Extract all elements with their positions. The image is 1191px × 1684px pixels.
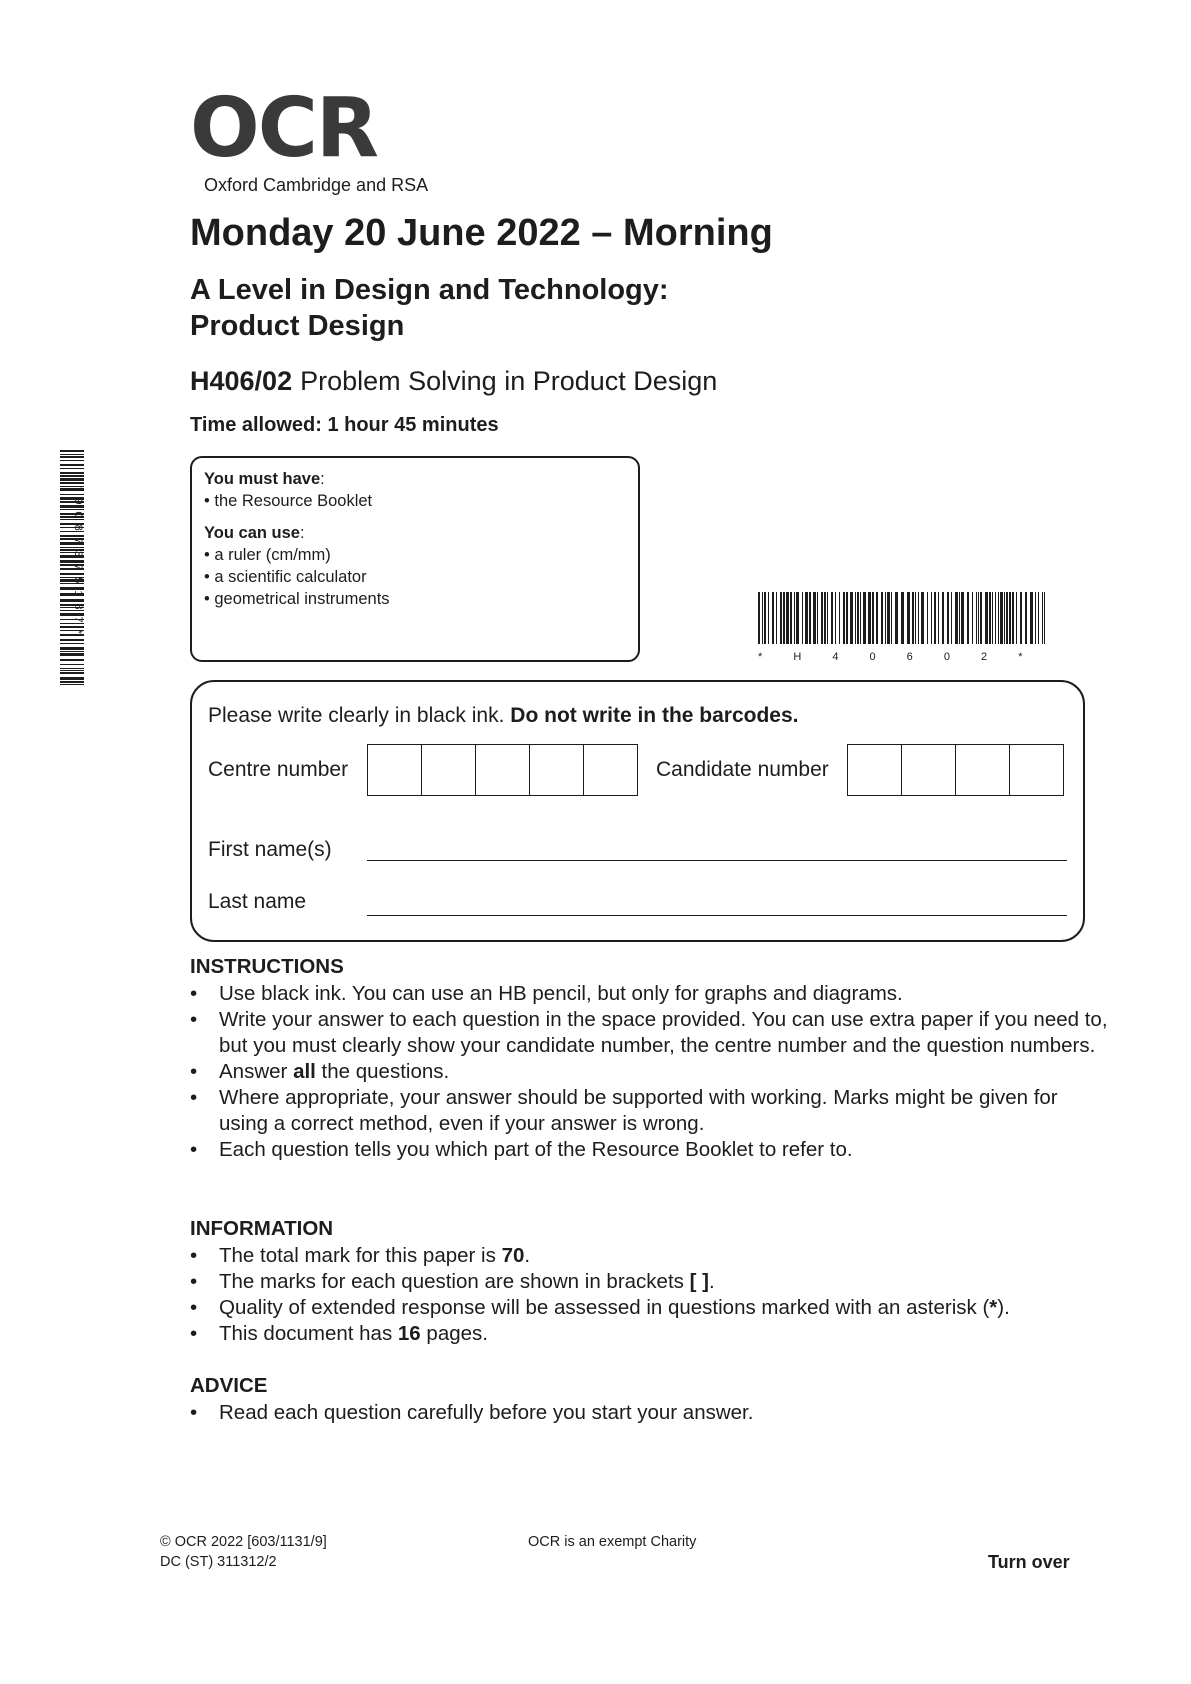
main-barcode [758, 592, 1048, 662]
barcode-bar [1004, 592, 1005, 644]
digit-box[interactable] [368, 745, 422, 795]
barcode-bar [762, 592, 763, 644]
exam-date: Monday 20 June 2022 – Morning [190, 212, 773, 254]
barcode-bar [895, 592, 898, 644]
barcode-bar [846, 592, 848, 644]
barcode-bar [978, 592, 979, 644]
can-use-item: • a scientific calculator [204, 568, 367, 586]
subject-line-1: A Level in Design and Technology: [190, 274, 669, 306]
barcode-bar [872, 592, 874, 644]
barcode-bar [955, 592, 958, 644]
equipment-box: You must have: • the Resource Booklet You can use: • a ruler (cm/mm) • a scientific calculator • geometrical instruments [190, 456, 640, 662]
barcode-bar [938, 592, 939, 644]
digit-box[interactable] [956, 745, 1010, 795]
last-name-field[interactable] [367, 914, 1067, 916]
barcode-bar [901, 592, 904, 644]
barcode-bar [980, 592, 982, 644]
barcode-bar [60, 684, 84, 685]
side-barcode [60, 450, 100, 686]
barcode-bar [1020, 592, 1022, 644]
instruction-item: • Answer all the questions. [190, 1059, 1110, 1085]
barcode-bar [951, 592, 952, 644]
barcode-bar [835, 592, 836, 644]
barcode-bar [972, 592, 973, 644]
centre-number-boxes[interactable] [367, 744, 638, 796]
barcode-bar [824, 592, 826, 644]
information-item: • The marks for each question are shown in brackets [ ]. [190, 1269, 1110, 1295]
form-instruction: Please write clearly in black ink. Do not write in the barcodes. [208, 704, 799, 727]
barcode-bar [772, 592, 774, 644]
barcode-bar [780, 592, 782, 644]
digit-box[interactable] [848, 745, 902, 795]
barcode-bar [1006, 592, 1008, 644]
barcode-bar [927, 592, 928, 644]
barcode-bar [1035, 592, 1036, 644]
barcode-bar [768, 592, 769, 644]
ocr-logo-subtitle: Oxford Cambridge and RSA [204, 175, 429, 195]
barcode-bar [1042, 592, 1043, 644]
barcode-bar [959, 592, 960, 644]
barcode-bar [843, 592, 845, 644]
barcode-bar [891, 592, 892, 644]
barcode-bar [887, 592, 890, 644]
can-use-heading: You can use [204, 524, 300, 542]
digit-box[interactable] [530, 745, 584, 795]
exam-subject [190, 272, 890, 344]
instructions-heading: INSTRUCTIONS [190, 955, 344, 978]
instruction-item: • Write your answer to each question in the space provided. You can use extra paper if you need to, but you must clearly show your candidate number, the centre number and the question numbers. [190, 1007, 1110, 1059]
barcode-bar [821, 592, 823, 644]
barcode-bar [831, 592, 833, 644]
barcode-bar [1009, 592, 1011, 644]
barcode-bar [809, 592, 811, 644]
digit-box[interactable] [476, 745, 530, 795]
ocr-logo: OCR [190, 81, 378, 176]
barcode-bar [827, 592, 828, 644]
barcode-bar [992, 592, 993, 644]
instructions-section [190, 955, 1110, 1163]
time-allowed: Time allowed: 1 hour 45 minutes [190, 414, 499, 436]
barcode-bar [857, 592, 859, 644]
turn-over: Turn over [988, 1552, 1070, 1572]
instruction-item: • Each question tells you which part of the Resource Booklet to refer to. [190, 1137, 1110, 1163]
barcode-bar [918, 592, 919, 644]
barcode-bar [915, 592, 916, 644]
barcode-bar [868, 592, 871, 644]
barcode-bar [961, 592, 964, 644]
barcode-bar [1025, 592, 1027, 644]
barcode-bar [850, 592, 853, 644]
document-ref: DC (ST) 311312/2 [160, 1554, 277, 1570]
advice-item: • Read each question carefully before you start your answer. [190, 1400, 1110, 1426]
side-barcode-text: *9087375187* [72, 487, 84, 641]
barcode-bar [786, 592, 789, 644]
instruction-item: • Where appropriate, your answer should be supported with working. Marks might be given for using a correct method, even if your answer is wrong. [190, 1085, 1110, 1137]
barcode-bar [1044, 592, 1045, 644]
subject-line-2: Product Design [190, 310, 405, 342]
digit-box[interactable] [584, 745, 637, 795]
information-heading: INFORMATION [190, 1217, 334, 1240]
barcode-bar [796, 592, 799, 644]
candidate-number-boxes[interactable] [847, 744, 1064, 796]
barcode-bar [876, 592, 878, 644]
barcode-bar [1016, 592, 1017, 644]
barcode-bar [783, 592, 785, 644]
can-use-item: • a ruler (cm/mm) [204, 546, 331, 564]
barcode-bar [764, 592, 766, 644]
barcode-bar [839, 592, 840, 644]
barcode-bar [863, 592, 866, 644]
digit-box[interactable] [902, 745, 956, 795]
barcode-bar [907, 592, 910, 644]
main-barcode-bars [758, 592, 1048, 644]
information-item: • This document has 16 pages. [190, 1321, 1110, 1347]
paper-unit [190, 366, 717, 397]
advice-heading: ADVICE [190, 1374, 268, 1397]
advice-section [190, 1374, 1110, 1426]
first-name-field[interactable] [367, 859, 1067, 861]
information-section [190, 1217, 1110, 1347]
must-have-heading: You must have [204, 470, 321, 488]
barcode-bar [860, 592, 861, 644]
candidate-details-form [190, 680, 1085, 942]
barcode-bar [985, 592, 988, 644]
can-use-item: • geometrical instruments [204, 590, 390, 608]
instruction-item: • Use black ink. You can use an HB pencil, but only for graphs and diagrams. [190, 981, 1110, 1007]
barcode-bar [758, 592, 760, 644]
barcode-bar [813, 592, 816, 644]
barcode-bar [855, 592, 856, 644]
charity-note: OCR is an exempt Charity [528, 1534, 697, 1550]
barcode-bar [1000, 592, 1003, 644]
information-item: • Quality of extended response will be assessed in questions marked with an asterisk (*). [190, 1295, 1110, 1321]
barcode-bar [942, 592, 944, 644]
centre-number-label: Centre number [208, 758, 349, 781]
barcode-bar [1012, 592, 1014, 644]
first-name-label: First name(s) [208, 838, 332, 861]
digit-box[interactable] [1010, 745, 1063, 795]
barcode-bar [802, 592, 803, 644]
barcode-bar [881, 592, 883, 644]
barcode-bar [976, 592, 977, 644]
digit-box[interactable] [422, 745, 476, 795]
barcode-bar [1030, 592, 1033, 644]
barcode-bar [776, 592, 777, 644]
must-have-item: • the Resource Booklet [204, 492, 373, 510]
candidate-number-label: Candidate number [656, 758, 829, 781]
barcode-bar [1038, 592, 1039, 644]
copyright: © OCR 2022 [603/1131/9] [160, 1534, 327, 1550]
main-barcode-text: * H 4 0 6 0 2 * [758, 651, 1037, 663]
barcode-bar [947, 592, 949, 644]
barcode-bar [885, 592, 886, 644]
barcode-bar [794, 592, 795, 644]
barcode-bar [921, 592, 924, 644]
barcode-bar [995, 592, 996, 644]
information-item: • The total mark for this paper is 70. [190, 1243, 1110, 1269]
paper-code: H406/02 [190, 366, 293, 396]
barcode-bar [805, 592, 808, 644]
barcode-bar [967, 592, 969, 644]
barcode-bar [989, 592, 991, 644]
last-name-label: Last name [208, 890, 307, 913]
paper-title: Problem Solving in Product Design [300, 366, 718, 396]
barcode-bar [912, 592, 914, 644]
barcode-bar [934, 592, 936, 644]
barcode-bar [790, 592, 792, 644]
footer-left [160, 1532, 327, 1572]
barcode-bar [817, 592, 818, 644]
barcode-bar [931, 592, 932, 644]
barcode-bar [998, 592, 999, 644]
